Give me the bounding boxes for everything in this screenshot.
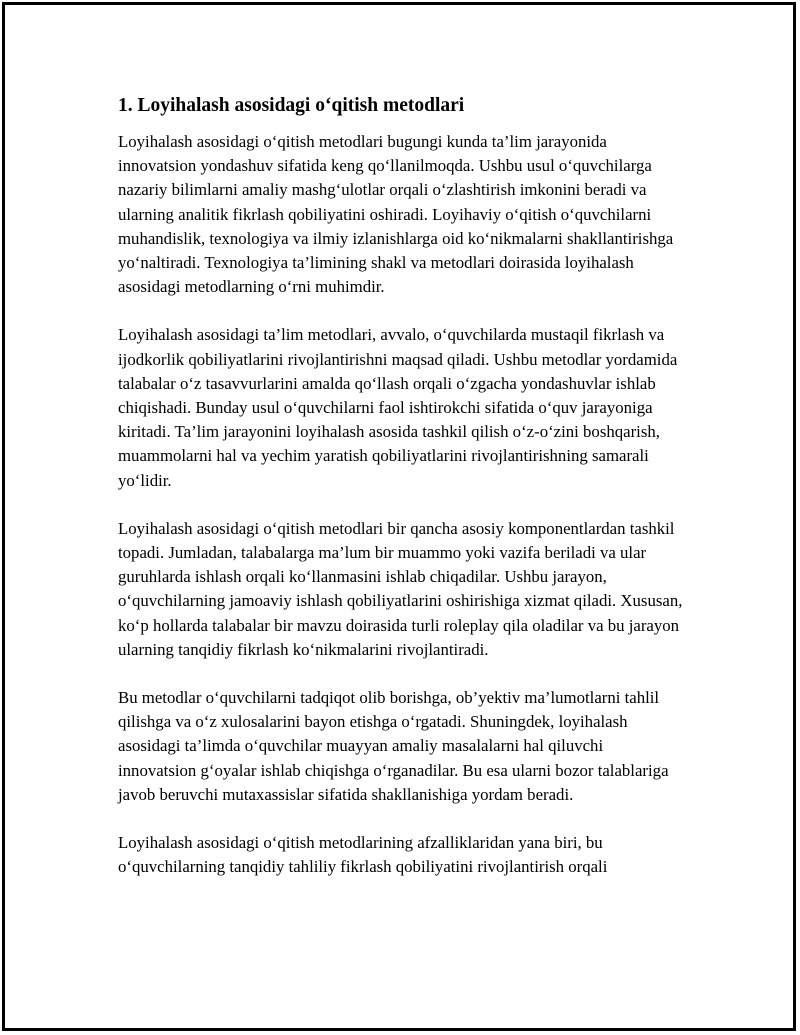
paragraph-3: Loyihalash asosidagi o‘qitish metodlari bir qancha asosiy komponentlardan tashkil topadi. Jumladan, talabalarga ma’lum bir muammo yoki vazifa beriladi va ular guruhlarda ishlash orqali ko‘llanmasini ishlab chiqadilar. Ushbu jarayon, o‘quvchilarning jamoaviy ishlash qobiliyatlarini oshirishiga xizmat qiladi. Xususan, ko‘p hollarda talabalar bir mavzu doirasida turli roleplay qila oladilar va bu jarayon ularning tanqidiy fikrlash ko‘nikmalarini rivojlantiradi. — [118, 518, 683, 659]
paragraph-1: Loyihalash asosidagi o‘qitish metodlari bugungi kunda ta’lim jarayonida innovatsion yondashuv sifatida keng qo‘llanilmoqda. Ushbu usul o‘quvchilarga nazariy bilimlarni amaliy mashg‘ulotlar orqali o‘zlashtirish imkonini beradi va ularning analitik fikrlash qobiliyatini oshiradi. Loyihaviy o‘qitish o‘quvchilarni muhandislik, texnologiya va ilmiy izlanishlarga oid ko‘nikmalarni shakllantirishga yo‘naltiradi. Texnologiya ta’limining shakl va metodlari doirasida loyihalash asosidagi metodlarning o‘rni muhimdir. — [118, 132, 674, 297]
paragraph-5: Loyihalash asosidagi o‘qitish metodlarining afzalliklaridan yana biri, bu o‘quvchilarning tanqidiy tahliliy fikrlash qobiliyatini rivojlantirish orqali — [118, 833, 608, 877]
document-body — [118, 92, 684, 903]
section-heading: 1. Loyihalash asosidagi o‘qitish metodlari — [118, 95, 465, 116]
paragraph-2: Loyihalash asosidagi ta’lim metodlari, avvalo, o‘quvchilarda mustaqil fikrlash va ijodkorlik qobiliyatlarini rivojlantirishni maqsad qiladi. Ushbu metodlar yordamida talabalar o‘z tasavvurlarini amalda qo‘llash orqali o‘zgacha yondashuvlar ishlab chiqishadi. Bunday usul o‘quvchilarni faol ishtirokchi sifatida o‘quv jarayoniga kiritadi. Ta’lim jarayonini loyihalash asosida tashkil qilish o‘z-o‘zini boshqarish, muammolarni hal va yechim yaratish qobiliyatlarini rivojlantirishning samarali yo‘lidir. — [118, 325, 678, 490]
paragraph-4: Bu metodlar o‘quvchilarni tadqiqot olib borishga, ob’yektiv ma’lumotlarni tahlil qilishga va o‘z xulosalarini bayon etishga o‘rgatadi. Shuningdek, loyihalash asosidagi ta’limda o‘quvchilar muayyan amaliy masalalarni hal qiluvchi innovatsion g‘oyalar ishlab chiqishga o‘rganadilar. Bu esa ularni bozor talablariga javob beruvchi mutaxassislar sifatida shakllanishiga yordam beradi. — [118, 688, 669, 804]
